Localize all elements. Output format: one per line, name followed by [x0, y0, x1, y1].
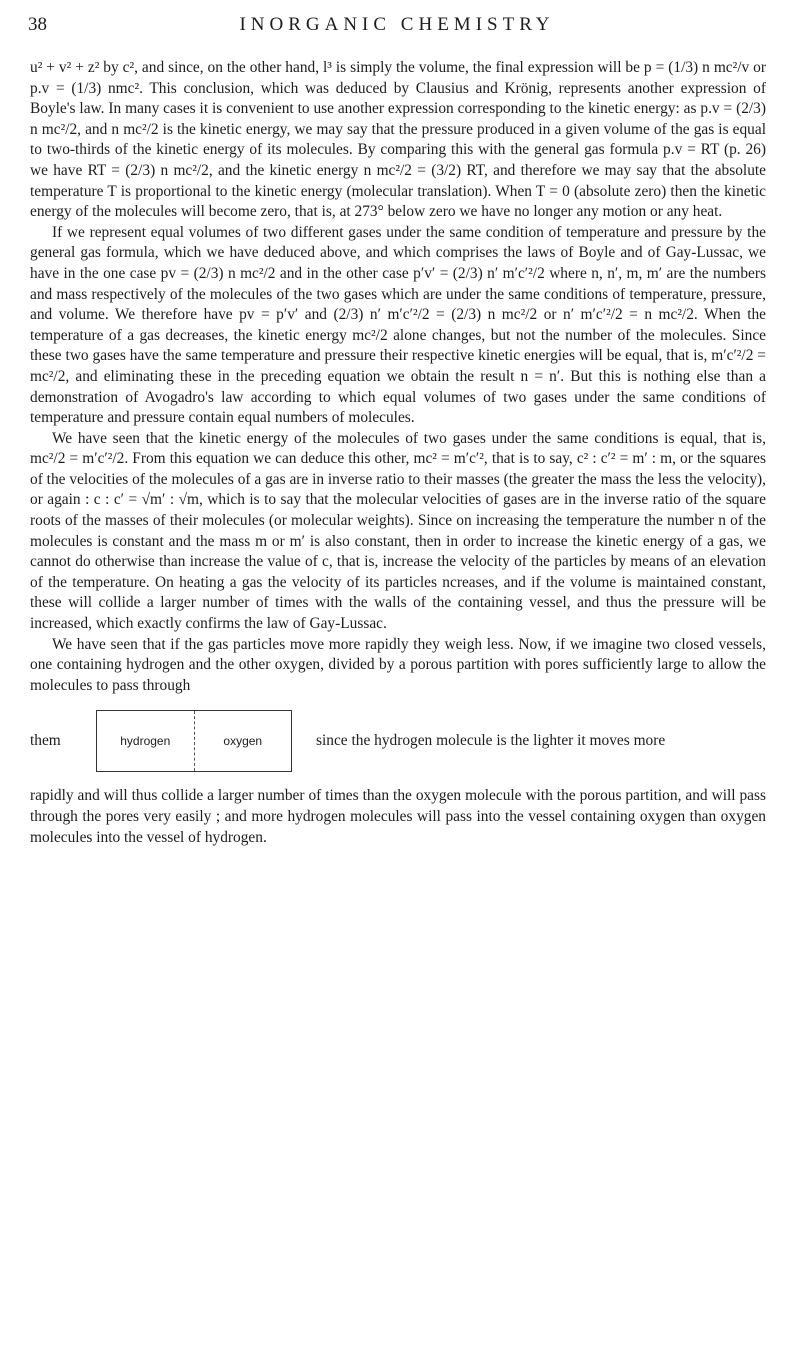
running-title: INORGANIC CHEMISTRY	[239, 14, 555, 35]
hydrogen-vessel	[97, 711, 194, 771]
hydrogen-label: hydrogen	[120, 734, 171, 749]
vessel-diagram-row	[30, 710, 766, 772]
paragraph-1: u² + v² + z² by c², and since, on the other hand, l³ is simply the volume, the final expression will be p = (1/3) n mc²/v or p.v = (1/3) nmc². This conclusion, which was deduced by Clausius and Krönig, represents another expression of Boyle's law. In many cases it is convenient to use another expression corresponding to the kinetic energy: as p.v = (2/3) n mc²/2, and n mc²/2 is the kinetic energy, we may say that the pressure produced in a given volume of the gas is equal to two-thirds of the kinetic energy of its molecules. By comparing this with the general gas formula p.v = RT (p. 26) we have RT = (2/3) n mc²/2, and the kinetic energy n mc²/2 = (3/2) RT, and therefore we may say that the absolute temperature T is proportional to the kinetic energy (molecular translation). When T = 0 (absolute zero) then the kinetic energy of the molecules will become zero, that is, at 273° below zero we have no longer any motion or any heat.	[30, 59, 766, 221]
page-header	[28, 14, 766, 44]
paragraph-4: We have seen that if the gas particles move more rapidly they weigh less. Now, if we imagine two closed vessels, one containing hydrogen and the other oxygen, divided by a porous partition with pores sufficiently large to allow the molecules to pass through	[30, 635, 766, 694]
oxygen-vessel	[195, 711, 292, 771]
final-paragraph: rapidly and will thus collide a larger number of times than the oxygen molecule with the porous partition, and will pass through the pores very easily ; and more hydrogen molecules will pass into the vessel containing oxygen than oxygen molecules into the vessel of hydrogen.	[30, 787, 766, 846]
paragraph-3: We have seen that the kinetic energy of the molecules of two gases under the same conditions is equal, that is, mc²/2 = m′c′²/2. From this equation we can deduce this other, mc² = m′c′², that is to say, c² : c′² = m′ : m, or the squares of the velocities of the molecules of a gas are in inverse ratio to their masses (the greater the mass the less the velocity), or again : c : c′ = √m′ : √m, which is to say that the molecular velocities of gases are in the inverse ratio of the square roots of the masses of their molecules (or molecular weights). Since on increasing the temperature the number n of the molecules is constant and the mass m or m′ is also constant, then in order to increase the kinetic energy of a gas, we cannot do otherwise than increase the value of c, that is, increase the velocity of the particles by means of an elevation of the temperature. On heating a gas the velocity of its particles ncreases, and if the volume is maintained constant, these will collide a larger number of times with the walls of the containing vessel, and thus the pressure will be increased, which exactly confirms the law of Gay-Lussac.	[30, 429, 766, 633]
body-text	[30, 58, 766, 848]
page-number: 38	[28, 14, 47, 35]
diagram-lead-text: them	[30, 732, 61, 750]
oxygen-label: oxygen	[223, 734, 263, 749]
two-vessel-diagram	[96, 710, 292, 772]
diagram-follow-text: since the hydrogen molecule is the lighter it moves more	[316, 732, 666, 750]
paragraph-2: If we represent equal volumes of two different gases under the same condition of temperature and pressure by the general gas formula, which we have deduced above, and which comprises the laws of Boyle and of Gay-Lussac, we have in the one case pv = (2/3) n mc²/2 and in the other case p′v′ = (2/3) n′ m′c′²/2 where n, n′, m, m′ are the numbers and mass respectively of the molecules of the two gases which are under the same conditions of temperature, pressure, and volume. We therefore have pv = p′v′ and (2/3) n′ m′c′²/2 = (2/3) n mc²/2 or n′ m′c′²/2 = n mc²/2. When the temperature of a gas decreases, the kinetic energy mc²/2 alone changes, but not the number of the molecules. Since these two gases have the same temperature and pressure their respective kinetic energies will be equal, that is, m′c′²/2 = mc²/2, and eliminating these in the preceding equation we obtain the result n = n′. But this is nothing else than a demonstration of Avogadro's law according to which equal volumes of two gases under the same conditions of temperature and pressure contain equal numbers of molecules.	[30, 223, 766, 427]
